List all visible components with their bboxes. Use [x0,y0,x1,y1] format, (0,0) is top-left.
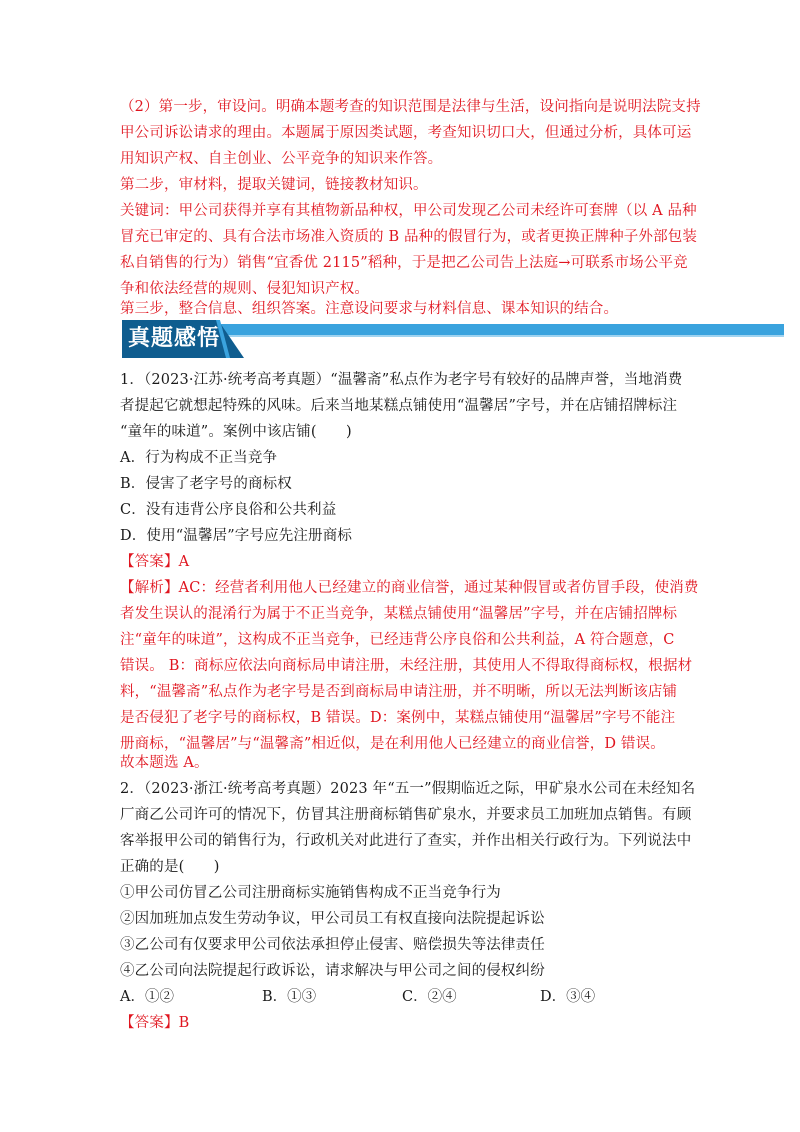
q2-choice-b: B．①③ [262,989,317,1005]
q2-answer: 【答案】B [120,1015,190,1031]
q1-option: D．使用“温馨居”字号应先注册商标 [120,528,352,544]
q1-stem-line: “童年的味道”。案例中该店铺( ) [120,424,352,440]
q2-stem-line: 厂商乙公司许可的情况下，仿冒其注册商标销售矿泉水，并要求员工加班加点销售。有顾 [120,807,692,823]
q1-option: B．侵害了老字号的商标权 [120,476,292,492]
q1-option: C．没有违背公序良俗和公共利益 [120,502,337,518]
q2-statement: ②因加班加点发生劳动争议，甲公司员工有权直接向法院提起诉讼 [120,911,545,927]
q2-stem-line: 正确的是( ) [120,859,220,875]
q1-explanation-line: 是否侵犯了老字号的商标权，B 错误。D：案例中，某糕点铺使用“温馨居”字号不能注 [120,710,676,726]
analysis-line: 关键词：甲公司获得并享有其植物新品种权，甲公司发现乙公司未经许可套牌（以 A 品种 [120,203,697,219]
q2-statement: ③乙公司有仅要求甲公司依法承担停止侵害、赔偿损失等法律责任 [120,937,545,953]
q1-explanation-line: 错误。 B：商标应依法向商标局申请注册，未经注册，其使用人不得取得商标权，根据材 [120,658,693,674]
q1-explanation-line: 料，“温馨斋”私点作为老字号是否到商标局申请注册，并不明晰，所以无法判断该店铺 [120,684,678,700]
analysis-line: （2）第一步，审设问。明确本题考查的知识范围是法律与生活，设问指向是说明法院支持 [120,99,701,115]
section-title: 真题感悟 [128,326,221,351]
q1-stem-line: 1．（2023·江苏·统考高考真题）“温馨斋”私点作为老字号有较好的品牌声誉，当地消费 [120,372,683,388]
q1-explanation-line: 故本题选 A。 [120,755,209,771]
q1-answer: 【答案】A [120,554,190,570]
banner-stripe-light [212,335,784,337]
analysis-line: 争和依法经营的规则、侵犯知识产权。 [120,281,370,297]
q2-statement: ④乙公司向法院提起行政诉讼，请求解决与甲公司之间的侵权纠纷 [120,963,545,979]
q1-explanation-line: 【解析】AC：经营者利用他人已经建立的商业信誉，通过某种假冒或者仿冒手段，使消费 [120,580,699,596]
analysis-line: 私自销售的行为）销售“宜香优 2115”稻种，于是把乙公司告上法庭→可联系市场公平竞 [120,255,688,271]
q2-statement: ①甲公司仿冒乙公司注册商标实施销售构成不正当竞争行为 [120,885,501,901]
q2-stem-line: 2．（2023·浙江·统考高考真题）2023 年“五一”假期临近之际，甲矿泉水公司在未经知名 [120,781,696,797]
q1-explanation-line: 者发生误认的混淆行为属于不正当竞争，某糕点铺使用“温馨居”字号，并在店铺招牌标 [120,606,678,622]
q2-stem-line: 客举报甲公司的销售行为，行政机关对此进行了查实，并作出相关行政行为。下列说法中 [120,833,692,849]
analysis-line: 甲公司诉讼请求的理由。本题属于原因类试题，考查知识切口大，但通过分析，具体可运 [120,125,692,141]
q1-explanation-line: 册商标，“温馨居”与“温馨斋”相近似，是在利用他人已经建立的商业信誉，D 错误。 [120,736,665,752]
section-banner [122,320,782,358]
q1-option: A．行为构成不正当竞争 [120,450,278,466]
analysis-line: 用知识产权、自主创业、公平竞争的知识来作答。 [120,151,443,167]
q2-choice-a: A．①② [120,989,174,1005]
q1-explanation-line: 注“童年的味道”，这构成不正当竞争，已经违背公序良俗和公共利益，A 符合题意，C [120,632,675,648]
analysis-line: 冒充已审定的、具有合法市场准入资质的 B 品种的假冒行为，或者更换正牌种子外部包装 [120,229,698,245]
q2-choice-c: C．②④ [402,989,457,1005]
analysis-line: 第二步，审材料，提取关键词，链接教材知识。 [120,177,428,193]
q2-choice-d: D．③④ [540,989,596,1005]
q1-stem-line: 者提起它就想起特殊的风味。后来当地某糕点铺使用“温馨居”字号，并在店铺招牌标注 [120,398,678,414]
analysis-line: 第三步，整合信息、组织答案。注意设问要求与材料信息、课本知识的结合。 [120,301,619,317]
banner-stripe [212,324,784,335]
